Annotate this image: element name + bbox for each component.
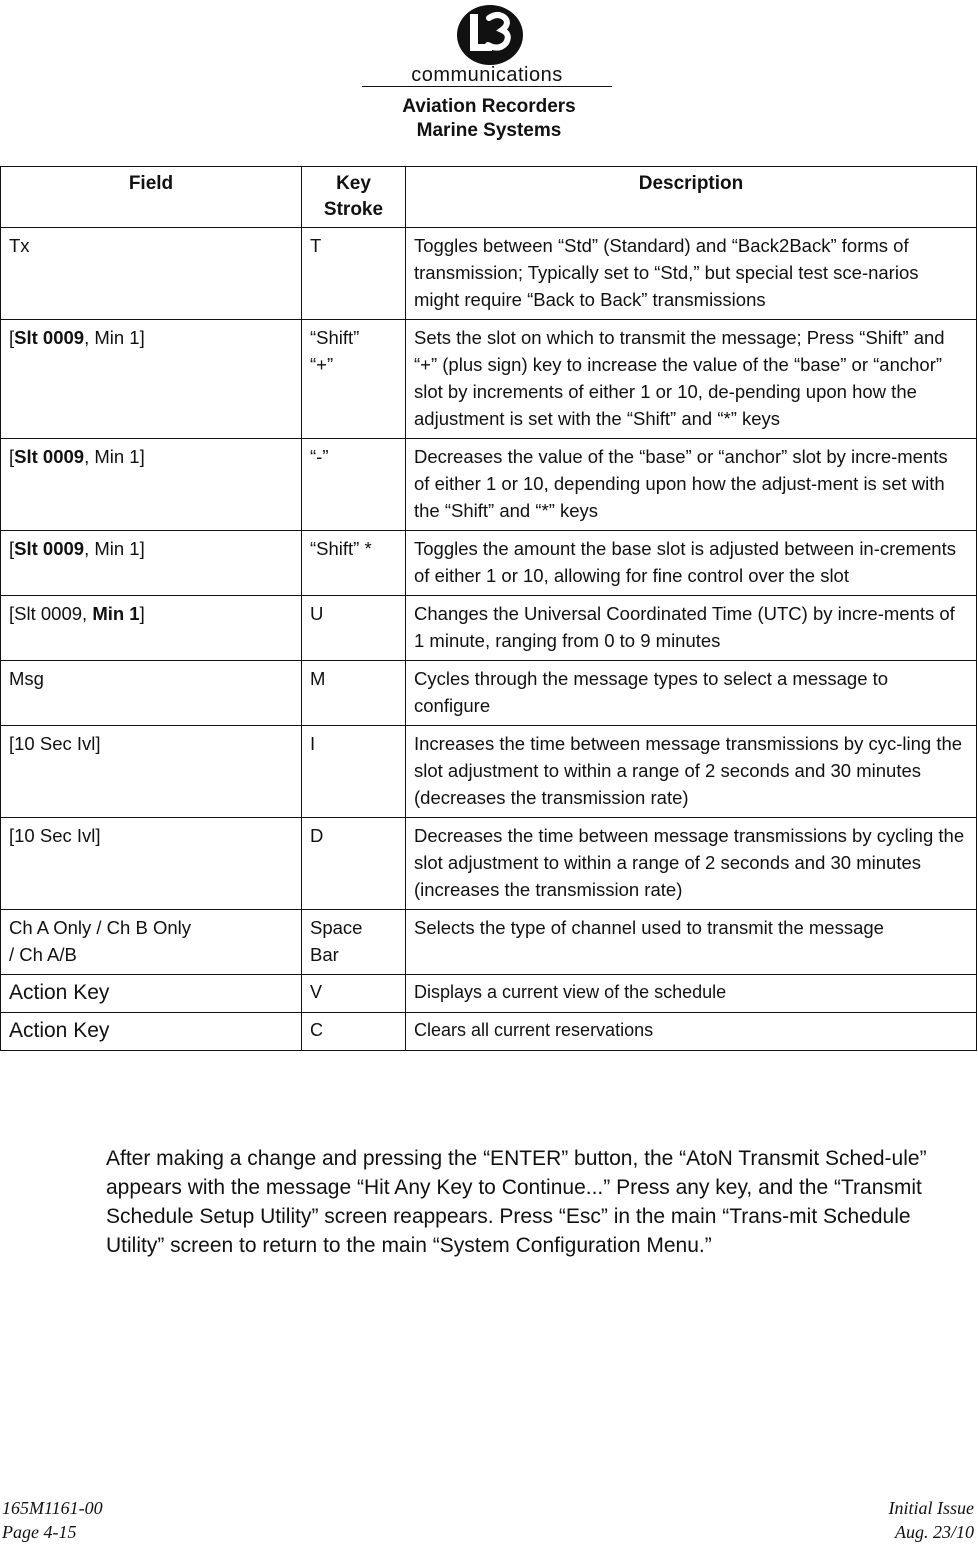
field-cell: Tx xyxy=(1,228,302,320)
table-row xyxy=(1,596,977,661)
table-header-row xyxy=(1,167,977,228)
key-cell: U xyxy=(302,596,406,661)
field-cell: [Slt 0009, Min 1] xyxy=(1,531,302,596)
field-cell: Action Key xyxy=(1,1013,302,1051)
doc-number: 165M1161-00 xyxy=(2,1498,103,1518)
table-row xyxy=(1,439,977,531)
key-cell: T xyxy=(302,228,406,320)
description-cell: Sets the slot on which to transmit the message; Press “Shift” and “+” (plus sign) key to increase the value of the “base” or “anchor” slot by increments of either 1 or 10, de-pending upon how the adjustment is set with the “Shift” and “*” keys xyxy=(406,320,977,439)
field-cell: Ch A Only / Ch B Only / Ch A/B xyxy=(1,910,302,975)
field-cell: [Slt 0009, Min 1] xyxy=(1,439,302,531)
table-row xyxy=(1,661,977,726)
key-cell: C xyxy=(302,1013,406,1051)
key-cell: “Shift” * xyxy=(302,531,406,596)
footer-right xyxy=(889,1496,975,1544)
page-header xyxy=(0,0,978,150)
description-cell: Toggles between “Std” (Standard) and “Back2Back” forms of transmission; Typically set to “Std,” but special test sce-narios might require “Back to Back” transmissions xyxy=(406,228,977,320)
description-cell: Changes the Universal Coordinated Time (UTC) by incre-ments of 1 minute, ranging from 0 to 9 minutes xyxy=(406,596,977,661)
footer-left xyxy=(2,1496,103,1544)
logo-divider xyxy=(362,86,612,87)
header-key-stroke: Key Stroke xyxy=(302,167,406,228)
key-cell: M xyxy=(302,661,406,726)
header-description: Description xyxy=(406,167,977,228)
table-row xyxy=(1,726,977,818)
description-cell: Increases the time between message transmissions by cyc-ling the slot adjustment to within a range of 2 seconds and 30 minutes (decreases the transmission rate) xyxy=(406,726,977,818)
key-cell: V xyxy=(302,975,406,1013)
description-cell: Decreases the value of the “base” or “anchor” slot by incre-ments of either 1 or 10, depending upon how the adjust-ment is set with the “Shift” and “*” keys xyxy=(406,439,977,531)
key-cell: Space Bar xyxy=(302,910,406,975)
description-cell: Toggles the amount the base slot is adjusted between in-crements of either 1 or 10, allowing for fine control over the slot xyxy=(406,531,977,596)
header-field: Field xyxy=(1,167,302,228)
table-row xyxy=(1,228,977,320)
table-row xyxy=(1,975,977,1013)
field-cell: [10 Sec Ivl] xyxy=(1,726,302,818)
key-cell: “Shift” “+” xyxy=(302,320,406,439)
description-cell: Clears all current reservations xyxy=(406,1013,977,1051)
table-row xyxy=(1,818,977,910)
description-cell: Displays a current view of the schedule xyxy=(406,975,977,1013)
key-cell: I xyxy=(302,726,406,818)
field-cell: [10 Sec Ivl] xyxy=(1,818,302,910)
field-cell: Msg xyxy=(1,661,302,726)
keystroke-table xyxy=(0,166,977,1051)
table-row xyxy=(1,1013,977,1051)
key-cell: “-” xyxy=(302,439,406,531)
description-cell: Selects the type of channel used to transmit the message xyxy=(406,910,977,975)
field-cell: [Slt 0009, Min 1] xyxy=(1,596,302,661)
l3-logo-icon xyxy=(456,4,524,66)
table-row xyxy=(1,910,977,975)
issue-label: Initial Issue xyxy=(888,1498,974,1518)
field-cell: Action Key xyxy=(1,975,302,1013)
division-aviation: Aviation Recorders xyxy=(402,96,576,117)
description-cell: Cycles through the message types to select a message to configure xyxy=(406,661,977,726)
field-cell: [Slt 0009, Min 1] xyxy=(1,320,302,439)
description-cell: Decreases the time between message transmissions by cycling the slot adjustment to within a range of 2 seconds and 30 minutes (increases the transmission rate) xyxy=(406,818,977,910)
division-marine: Marine Systems xyxy=(416,120,562,141)
body-paragraph: After making a change and pressing the “ENTER” button, the “AtoN Transmit Sched-ule” appears with the message “Hit Any Key to Continue...” Press any key, and the “Transmit Schedule Setup Utility” screen reappears. Press “Esc” in the main “Trans-mit Schedule Utility” screen to return to the main “System Configuration Menu.” xyxy=(106,1147,927,1257)
company-name: communications xyxy=(411,64,563,86)
page-number: Page 4-15 xyxy=(2,1522,77,1542)
table-row xyxy=(1,320,977,439)
key-cell: D xyxy=(302,818,406,910)
issue-date: Aug. 23/10 xyxy=(895,1522,974,1542)
table-row xyxy=(1,531,977,596)
